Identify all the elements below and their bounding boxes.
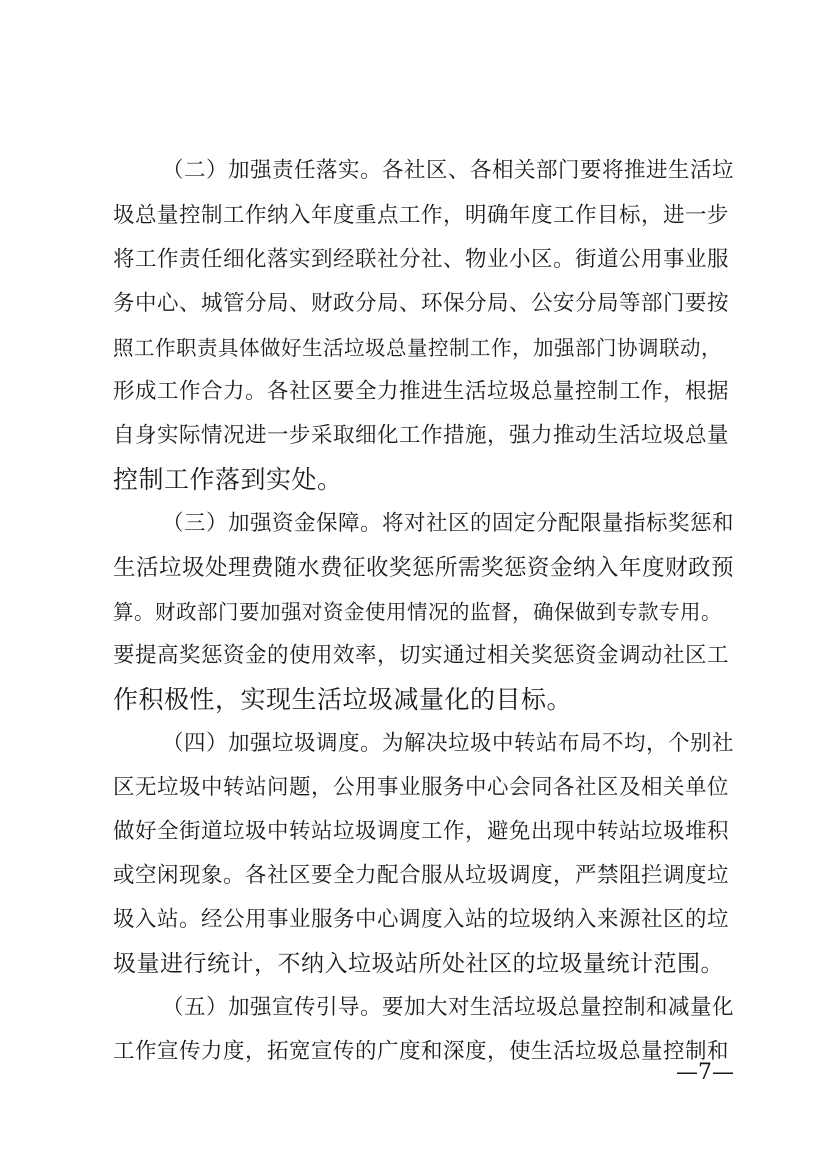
paragraph-line: （四）加强垃圾调度。为解决垃圾中转站布局不均，个别社 (162, 731, 735, 756)
paragraph-line: 生活垃圾处理费随水费征收奖惩所需奖惩资金纳入年度财政预 (113, 555, 735, 581)
paragraph-line: 将工作责任细化落实到经联社分社、物业小区。街道公用事业服 (113, 247, 730, 272)
paragraph-line: 或空闲现象。各社区要全力配合服从垃圾调度，严禁阻拦调度垃 (113, 863, 730, 888)
paragraph-line: 圾入站。经公用事业服务中心调度入站的垃圾纳入来源社区的垃 (113, 907, 730, 932)
paragraph-line: 自身实际情况进一步采取细化工作措施，强力推动生活垃圾总量 (113, 423, 730, 448)
paragraph-line: 工作宣传力度，拓宽宣传的广度和深度，使生活垃圾总量控制和 (113, 1039, 730, 1064)
paragraph-line: 形成工作合力。各社区要全力推进生活垃圾总量控制工作，根据 (113, 379, 730, 404)
paragraph-line: 要提高奖惩资金的使用效率，切实通过相关奖惩资金调动社区工 (113, 643, 730, 668)
paragraph-line: 务中心、城管分局、财政分局、环保分局、公安分局等部门要按 (113, 291, 730, 316)
paragraph-line: 算。财政部门要加强对资金使用情况的监督，确保做到专款专用。 (113, 600, 722, 624)
paragraph-line: 圾量进行统计，不纳入垃圾站所处社区的垃圾量统计范围。 (113, 951, 724, 977)
paragraph-line: （五）加强宣传引导。要加大对生活垃圾总量控制和减量化 (162, 995, 735, 1020)
paragraph-line: 照工作职责具体做好生活垃圾总量控制工作，加强部门协调联动， (113, 336, 722, 360)
paragraph-line: 做好全街道垃圾中转站垃圾调度工作，避免出现中转站垃圾堆积 (113, 819, 730, 844)
paragraph-line: 区无垃圾中转站问题，公用事业服务中心会同各社区及相关单位 (113, 775, 730, 800)
paragraph-line: 圾总量控制工作纳入年度重点工作，明确年度工作目标，进一步 (113, 203, 730, 228)
paragraph-line: 控制工作落到实处。 (113, 465, 343, 494)
paragraph-line: 作积极性，实现生活垃圾减量化的目标。 (113, 685, 573, 714)
page-number: —7— (676, 1060, 734, 1085)
paragraph-line: （三）加强资金保障。将对社区的固定分配限量指标奖惩和 (162, 511, 735, 536)
paragraph-line: （二）加强责任落实。各社区、各相关部门要将推进生活垃 (162, 158, 735, 183)
